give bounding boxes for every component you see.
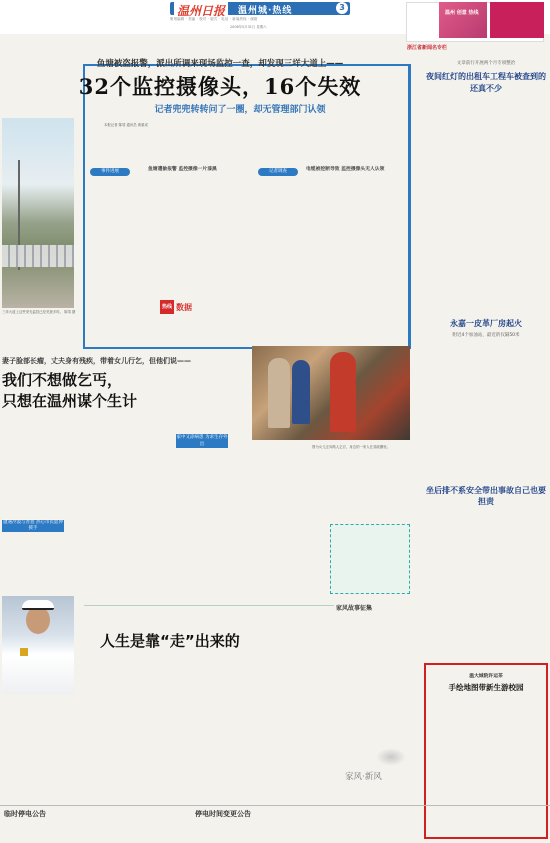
promo-label: 浙江省新闻名专栏 [407, 45, 448, 51]
beggar-kicker: 妻子脸部长瘤，丈夫身有残疾，带着女儿行乞，但他们说—— [2, 357, 191, 365]
page-number: 3 [336, 2, 348, 14]
right-subhead-fire: 附近4个加油站，最近的仅隔50米 [452, 333, 520, 338]
sidebar-note [330, 524, 410, 594]
road-photo-caption: 三垟大道上这些采光监控已经荒废多时。 陈靖 摄 [2, 310, 76, 314]
beggar-headline[interactable] [2, 370, 247, 412]
subsection-heading: 鱼塘遭偷报警 监控摄像一片漆黑 [148, 167, 217, 172]
person-figure [268, 358, 290, 428]
hotline-logo-text: 数据 [176, 303, 192, 312]
section-title: 温州城·热线 [238, 6, 293, 16]
portrait-face [26, 606, 50, 634]
bridge-railing [2, 245, 74, 267]
right-headline-seatbelt[interactable]: 坐后排不系安全带出事故自己也要担责 [426, 486, 546, 506]
person-figure [292, 360, 310, 424]
life-headline[interactable]: 人生是靠“走”出来的 [100, 632, 240, 650]
section-label-progress: 事件进展 [90, 168, 130, 176]
right-headline-fire[interactable]: 永嘉一皮革厂房起火 [450, 319, 522, 328]
section-label-investigation: 记者调查 [258, 168, 298, 176]
main-headline[interactable]: 32个监控摄像头，16个失效 [78, 74, 362, 99]
beggar-headline-line2: 只想在温州谋个生计 [2, 392, 138, 410]
map-story-headline[interactable]: 手绘地图带新生游校园 [448, 683, 524, 692]
promo-image [490, 2, 544, 38]
ink-brush-icon [376, 748, 406, 766]
right-kicker: 文章前行开展两个月专项整治 [456, 61, 516, 66]
newspaper-brand: 温州日报 [174, 2, 228, 19]
promo-logo-text: 温州 创意 热线 [445, 10, 479, 16]
callout-box: 家中又添病患 为求生存外出 [176, 435, 228, 447]
column-label: 家风故事征集 [336, 605, 373, 612]
masthead-info: 策划编辑 · 美编 · 校对 · 版式 · 电话 · 新闻热线 · 邮箱 [170, 17, 258, 21]
main-subhead: 记者兜兜转转问了一圈，却无管理部门认领 [154, 105, 326, 115]
person-figure [330, 352, 356, 432]
promo-logo [439, 2, 487, 38]
beggar-headline-line1: 我们不想做乞丐， [2, 371, 123, 389]
naval-cap [22, 600, 54, 610]
issue-date: 2008年5月31日 星期六 [230, 25, 267, 29]
footer-divider [0, 805, 550, 806]
power-outage-notice[interactable]: 临时停电公告 [4, 810, 46, 818]
right-headline-taxi[interactable]: 夜间红灯的出租车工程车被查到的还真不少 [426, 72, 546, 93]
map-story-kicker: 温大城院许运茶 [469, 674, 503, 679]
family-photo-caption: 图为女儿正向路人乞讨，身边的一家人在其破棚里。 [312, 445, 390, 449]
callout-box: 遭遇冷漠与善意 热心市民愿伸援手 [3, 520, 63, 531]
main-kicker: 鱼塘被盗报警，派出所调来现场监控一查，却发现三垟大道上—— [96, 59, 344, 69]
road-photo [2, 118, 74, 308]
outage-change-notice[interactable]: 停电时间变更公告 [195, 810, 251, 818]
subsection-heading: 电缆被挖断导致 监控摄像头无人认领 [306, 167, 385, 172]
family-logo: 家风·新风 [345, 772, 382, 782]
hotline-logo-icon: 热线 [160, 300, 174, 314]
medal-icon [20, 648, 28, 656]
main-byline: 本报记者 陈靖 通讯员 黄重成 [104, 123, 148, 127]
